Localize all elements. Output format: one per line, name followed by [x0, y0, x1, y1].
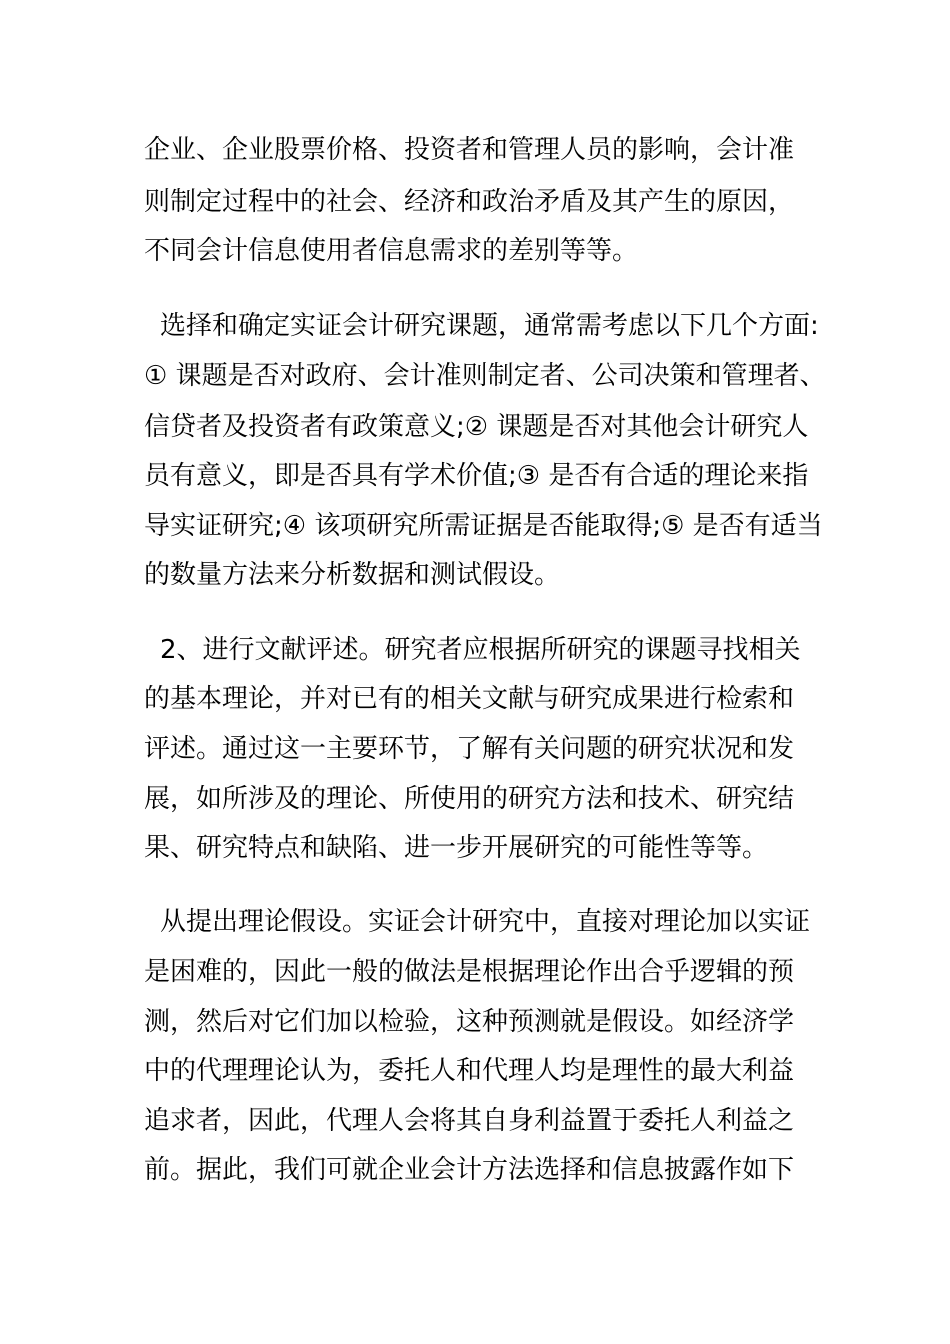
paragraph-3-line-2: 的基本理论，并对已有的相关文献与研究成果进行检索和 — [144, 684, 795, 714]
paragraph-4-line-3: 测，然后对它们加以检验，这种预测就是假设。如经济学 — [144, 1007, 795, 1037]
paragraph-1-line-2: 则制定过程中的社会、经济和政治矛盾及其产生的原因， — [144, 187, 795, 217]
paragraph-4-line-1: 从提出理论假设。实证会计研究中，直接对理论加以实证 — [160, 907, 811, 937]
paragraph-2-line-1: 选择和确定实证会计研究课题，通常需考虑以下几个方面: — [160, 311, 819, 341]
paragraph-3-line-1: 2、进行文献评述。研究者应根据所研究的课题寻找相关 — [160, 635, 801, 665]
paragraph-3-line-3: 评述。通过这一主要环节，了解有关问题的研究状况和发 — [144, 734, 795, 764]
paragraph-2-line-3: 信贷者及投资者有政策意义;② 课题是否对其他会计研究人 — [144, 412, 809, 442]
paragraph-1-line-1: 企业、企业股票价格、投资者和管理人员的影响，会计准 — [144, 135, 795, 165]
paragraph-3-line-5: 果、研究特点和缺陷、进一步开展研究的可能性等等。 — [144, 833, 769, 863]
paragraph-4-line-5: 追求者，因此，代理人会将其自身利益置于委托人利益之 — [144, 1106, 795, 1136]
paragraph-2-line-6: 的数量方法来分析数据和测试假设。 — [144, 560, 561, 590]
paragraph-2-line-4: 员有意义，即是否具有学术价值;③ 是否有合适的理论来指 — [144, 461, 809, 491]
paragraph-2-line-2: ① 课题是否对政府、会计准则制定者、公司决策和管理者、 — [144, 361, 826, 391]
paragraph-1-line-3: 不同会计信息使用者信息需求的差别等等。 — [144, 236, 639, 266]
paragraph-4-line-4: 中的代理理论认为，委托人和代理人均是理性的最大利益 — [144, 1056, 795, 1086]
paragraph-4-line-2: 是困难的，因此一般的做法是根据理论作出合乎逻辑的预 — [144, 957, 795, 987]
paragraph-2-line-5: 导实证研究;④ 该项研究所需证据是否能取得;⑤ 是否有适当 — [144, 511, 823, 541]
paragraph-3-line-4: 展，如所涉及的理论、所使用的研究方法和技术、研究结 — [144, 784, 795, 814]
paragraph-4-line-6: 前。据此，我们可就企业会计方法选择和信息披露作如下 — [144, 1155, 795, 1185]
